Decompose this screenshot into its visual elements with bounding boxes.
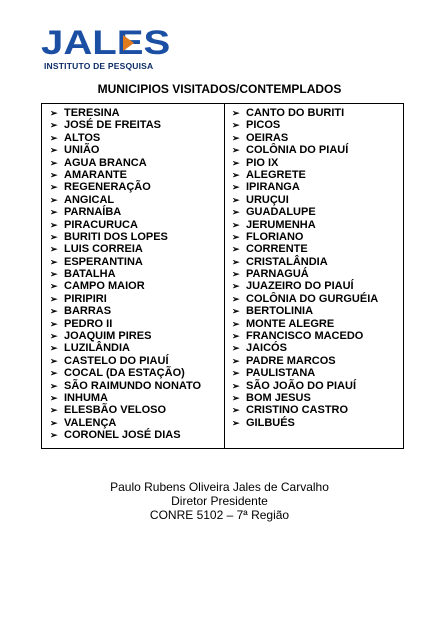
municipality-name: AGUA BRANCA xyxy=(64,156,147,169)
arrow-bullet-icon: ➢ xyxy=(232,380,240,391)
list-item xyxy=(50,342,201,354)
municipality-name: SÃO RAIMUNDO NONATO xyxy=(64,379,202,392)
list-item xyxy=(50,157,201,169)
list-item xyxy=(232,194,378,206)
municipality-name: PADRE MARCOS xyxy=(246,354,336,367)
list-item xyxy=(50,256,201,268)
arrow-bullet-icon: ➢ xyxy=(232,132,240,143)
arrow-bullet-icon: ➢ xyxy=(232,318,240,329)
arrow-bullet-icon: ➢ xyxy=(50,281,58,292)
arrow-bullet-icon: ➢ xyxy=(50,293,58,304)
municipality-name: ALTOS xyxy=(64,131,101,144)
list-item xyxy=(232,256,378,268)
list-item xyxy=(50,417,201,429)
arrow-bullet-icon: ➢ xyxy=(232,281,240,292)
municipality-name: CANTO DO BURITI xyxy=(246,107,345,119)
arrow-bullet-icon: ➢ xyxy=(232,169,240,180)
municipality-name: BATALHA xyxy=(64,268,116,281)
municipality-name: BOM JESUS xyxy=(246,391,311,404)
list-item xyxy=(232,305,378,317)
list-item xyxy=(50,219,201,231)
arrow-bullet-icon: ➢ xyxy=(50,231,58,242)
list-item xyxy=(232,280,378,292)
arrow-bullet-icon: ➢ xyxy=(232,256,240,267)
municipality-name: BURITI DOS LOPES xyxy=(64,230,168,243)
municipality-name: PIRACURUCA xyxy=(64,218,138,231)
arrow-bullet-icon: ➢ xyxy=(232,269,240,280)
logo-tagline: INSTITUTO DE PESQUISA xyxy=(44,61,154,71)
list-item xyxy=(232,169,378,181)
municipality-name: GUADALUPE xyxy=(246,206,316,219)
municipality-name: PARNAÍBA xyxy=(64,206,122,219)
municipality-name: CORONEL JOSÉ DIAS xyxy=(64,429,181,442)
municipality-name: COCAL (DA ESTAÇÃO) xyxy=(64,367,185,380)
arrow-bullet-icon: ➢ xyxy=(232,120,240,131)
list-item xyxy=(232,219,378,231)
municipality-name: JERUMENHA xyxy=(246,218,316,231)
municipality-name: LUZILÂNDIA xyxy=(64,342,130,355)
municipalities-table xyxy=(41,103,404,449)
arrow-bullet-icon: ➢ xyxy=(50,430,58,441)
arrow-bullet-icon: ➢ xyxy=(50,269,58,280)
logo-play-triangle-icon xyxy=(123,35,134,51)
arrow-bullet-icon: ➢ xyxy=(50,417,58,428)
document-title: MUNICIPIOS VISITADOS/CONTEMPLADOS xyxy=(97,82,342,96)
arrow-bullet-icon: ➢ xyxy=(50,343,58,354)
list-item xyxy=(232,318,378,330)
municipality-name: ESPERANTINA xyxy=(64,255,143,268)
logo-wordmark: JALES xyxy=(41,24,171,62)
municipality-name: CRISTINO CASTRO xyxy=(246,404,349,417)
municipality-name: ANGICAL xyxy=(64,193,115,206)
list-item xyxy=(50,169,201,181)
list-item xyxy=(232,157,378,169)
municipality-name: CORRENTE xyxy=(246,243,308,256)
right-column-list xyxy=(232,107,378,429)
municipality-name: COLÔNIA DO GURGUÉIA xyxy=(246,292,379,305)
signatory-name: Paulo Rubens Oliveira Jales de Carvalho xyxy=(110,480,329,494)
municipality-name: COLÔNIA DO PIAUÍ xyxy=(246,144,349,157)
municipality-name: ALEGRETE xyxy=(246,168,306,181)
municipality-name: BERTOLINIA xyxy=(246,305,314,318)
arrow-bullet-icon: ➢ xyxy=(50,145,58,156)
municipality-name: PIRIPIRI xyxy=(64,292,107,305)
arrow-bullet-icon: ➢ xyxy=(50,108,58,118)
arrow-bullet-icon: ➢ xyxy=(50,182,58,193)
arrow-bullet-icon: ➢ xyxy=(232,145,240,156)
municipality-name: PAULISTANA xyxy=(246,367,316,380)
municipality-name: PEDRO II xyxy=(64,317,113,330)
municipality-name: GILBUÉS xyxy=(246,416,295,429)
arrow-bullet-icon: ➢ xyxy=(50,368,58,379)
municipality-name: VALENÇA xyxy=(64,416,117,429)
municipality-name: PICOS xyxy=(246,119,281,132)
list-item xyxy=(232,392,378,404)
arrow-bullet-icon: ➢ xyxy=(50,194,58,205)
municipality-name: CAMPO MAIOR xyxy=(64,280,145,293)
municipality-name: AMARANTE xyxy=(64,168,127,181)
arrow-bullet-icon: ➢ xyxy=(232,405,240,416)
municipality-name: OEIRAS xyxy=(246,131,289,144)
municipality-name: MONTE ALEGRE xyxy=(246,317,335,330)
list-item xyxy=(232,342,378,354)
list-item xyxy=(232,293,378,305)
list-item xyxy=(50,231,201,243)
company-logo xyxy=(41,24,171,76)
list-item xyxy=(50,367,201,379)
municipality-name: FRANCISCO MACEDO xyxy=(246,330,364,343)
list-item xyxy=(50,280,201,292)
list-item xyxy=(232,206,378,218)
arrow-bullet-icon: ➢ xyxy=(50,132,58,143)
list-item xyxy=(50,107,201,119)
list-item xyxy=(232,330,378,342)
list-item xyxy=(232,404,378,416)
list-item xyxy=(50,380,201,392)
list-item xyxy=(50,144,201,156)
municipality-name: JUAZEIRO DO PIAUÍ xyxy=(246,280,354,293)
arrow-bullet-icon: ➢ xyxy=(232,293,240,304)
arrow-bullet-icon: ➢ xyxy=(232,392,240,403)
arrow-bullet-icon: ➢ xyxy=(232,306,240,317)
municipality-name: BARRAS xyxy=(64,305,112,318)
list-item xyxy=(50,318,201,330)
list-item xyxy=(232,119,378,131)
municipality-name: FLORIANO xyxy=(246,230,304,243)
arrow-bullet-icon: ➢ xyxy=(50,256,58,267)
left-column-list xyxy=(50,107,201,442)
arrow-bullet-icon: ➢ xyxy=(232,244,240,255)
municipality-name: URUÇUI xyxy=(246,193,289,206)
list-item xyxy=(50,429,201,441)
list-item xyxy=(50,206,201,218)
list-item xyxy=(50,243,201,255)
arrow-bullet-icon: ➢ xyxy=(50,219,58,230)
arrow-bullet-icon: ➢ xyxy=(232,194,240,205)
list-item xyxy=(50,404,201,416)
municipality-name: CRISTALÂNDIA xyxy=(246,255,328,268)
municipality-name: REGENERAÇÃO xyxy=(64,181,151,194)
signatory-registration: CONRE 5102 – 7ª Região xyxy=(149,508,290,522)
arrow-bullet-icon: ➢ xyxy=(50,405,58,416)
arrow-bullet-icon: ➢ xyxy=(232,207,240,218)
municipality-name: PARNAGUÁ xyxy=(246,268,309,281)
list-item xyxy=(232,268,378,280)
list-item xyxy=(232,367,378,379)
list-item xyxy=(50,132,201,144)
municipality-name: TERESINA xyxy=(64,107,120,119)
list-item xyxy=(232,417,378,429)
signatory-role: Diretor Presidente xyxy=(171,494,268,508)
arrow-bullet-icon: ➢ xyxy=(50,120,58,131)
arrow-bullet-icon: ➢ xyxy=(50,331,58,342)
arrow-bullet-icon: ➢ xyxy=(232,157,240,168)
arrow-bullet-icon: ➢ xyxy=(50,207,58,218)
municipality-name: IPIRANGA xyxy=(246,181,300,194)
column-divider xyxy=(224,104,225,448)
list-item xyxy=(50,355,201,367)
arrow-bullet-icon: ➢ xyxy=(50,392,58,403)
list-item xyxy=(232,355,378,367)
arrow-bullet-icon: ➢ xyxy=(50,355,58,366)
arrow-bullet-icon: ➢ xyxy=(232,368,240,379)
list-item xyxy=(50,194,201,206)
municipality-name: UNIÃO xyxy=(64,144,100,157)
list-item xyxy=(232,181,378,193)
list-item xyxy=(50,305,201,317)
list-item xyxy=(232,380,378,392)
list-item xyxy=(232,231,378,243)
municipality-name: JOSÉ DE FREITAS xyxy=(64,119,161,132)
arrow-bullet-icon: ➢ xyxy=(232,331,240,342)
list-item xyxy=(50,293,201,305)
arrow-bullet-icon: ➢ xyxy=(50,306,58,317)
municipality-name: ELESBÃO VELOSO xyxy=(64,404,167,417)
arrow-bullet-icon: ➢ xyxy=(232,219,240,230)
list-item xyxy=(232,107,378,119)
arrow-bullet-icon: ➢ xyxy=(50,244,58,255)
municipality-name: CASTELO DO PIAUÍ xyxy=(64,354,169,367)
arrow-bullet-icon: ➢ xyxy=(232,355,240,366)
municipality-name: INHUMA xyxy=(64,391,108,404)
list-item xyxy=(232,243,378,255)
municipality-name: SÃO JOÃO DO PIAUÍ xyxy=(246,379,357,392)
list-item xyxy=(50,181,201,193)
arrow-bullet-icon: ➢ xyxy=(232,108,240,118)
arrow-bullet-icon: ➢ xyxy=(50,169,58,180)
arrow-bullet-icon: ➢ xyxy=(232,417,240,428)
arrow-bullet-icon: ➢ xyxy=(50,157,58,168)
arrow-bullet-icon: ➢ xyxy=(50,318,58,329)
list-item xyxy=(50,268,201,280)
list-item xyxy=(232,144,378,156)
municipality-name: JOAQUIM PIRES xyxy=(64,330,152,343)
list-item xyxy=(50,119,201,131)
list-item xyxy=(232,132,378,144)
arrow-bullet-icon: ➢ xyxy=(232,231,240,242)
list-item xyxy=(50,330,201,342)
arrow-bullet-icon: ➢ xyxy=(50,380,58,391)
municipality-name: LUIS CORREIA xyxy=(64,243,143,256)
arrow-bullet-icon: ➢ xyxy=(232,343,240,354)
municipality-name: PIO IX xyxy=(246,156,279,169)
list-item xyxy=(50,392,201,404)
arrow-bullet-icon: ➢ xyxy=(232,182,240,193)
municipality-name: JAICÓS xyxy=(246,342,287,355)
